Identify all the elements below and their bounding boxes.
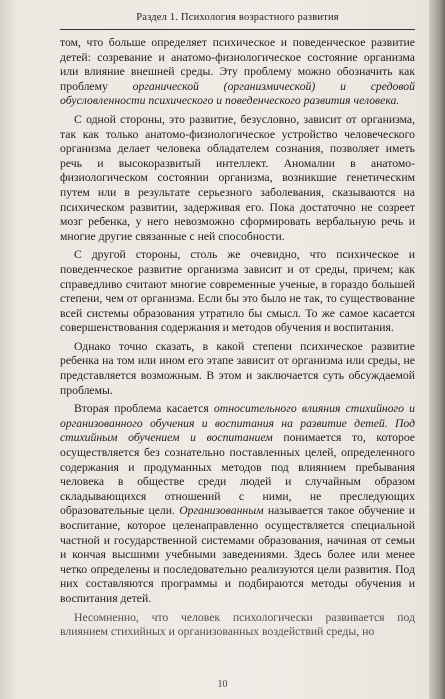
page-number: 10 [217, 679, 228, 690]
paragraph-2 [60, 113, 415, 244]
text-run: называется такое обучение и воспитание, которое целенаправленно осуществляется специальной частной и государственной системами образования, начиная от семьи и кончая высшими учебными заведениями. Здесь более или менее четко определены и последовательно реализуются цели развития. Под них составляются программы и подбираются методы обучения и воспитания детей. [60, 504, 415, 605]
text-run: С одной стороны, это развитие, безусловно, зависит от организма, так как только анатомо-физиологическое устройство человеческого организма делает человека обладателем сознания, позволяет иметь речь и высокоразвитый интеллект. Аномалии в анатомо-физиологическом состоянии организма, возникшие генетическим путем или в результате серьезного заболевания, сказываются на психическом развитии, задерживая его. Пока достаточно не созреет мозг ребенка, у него невозможно сформировать вербальную речь и многие другие связанные с ней способности. [60, 112, 415, 243]
paragraph-6 [60, 611, 415, 640]
body-text [60, 36, 415, 640]
italic-run: органической (организмической) и средовой обусловленности психического и поведенческого развития человека. [60, 79, 415, 108]
running-header: Раздел 1. Психология возрастного развития [136, 12, 339, 23]
text-run: С другой стороны, столь же очевидно, что психическое и поведенческое развитие организма зависит и от среды, причем; как справедливо считают многие современные ученые, в гораздо большей степени, чем от организма. Если бы это было не так, то существование всей системы образования утратило бы смысл. То же самое касается совершенствования содержания и методов обучения и воспитания. [60, 248, 415, 335]
italic-run: относительного влияния стихийного и организованного обучения и воспитания на развитие детей. Под стихийным обучением и воспитанием [60, 402, 415, 445]
header-rule [60, 29, 415, 30]
paragraph-4 [60, 340, 415, 398]
text-run: понимается то, которое осуществляется без сознательно поставленных целей, определенного содержания и продуманных методов под влиянием пребывания человека в обществе среди людей и случайным образом складывающихся отношений с ними, не преследующих образовательные цели. [60, 431, 415, 518]
italic-run: Организованным [179, 504, 264, 518]
paragraph-5 [60, 402, 415, 606]
text-run: Несомненно, что человек психологически развивается под влиянием стихийных и организованных воздействий среды, но [60, 610, 415, 639]
text-run: том, что больше определяет психическое и поведенческое развитие детей: созревание и анатомо-физиологическое состояние организма или влияние внешней среды. Эту проблему можно обозначить как проблему [60, 36, 415, 93]
paragraph-1 [60, 36, 415, 109]
text-run: Однако точно сказать, в какой степени психическое развитие ребенка на том или ином его этапе зависит от организма или среды, не представляется возможным. В этом и заключается суть обсуждаемой проблемы. [60, 339, 415, 397]
book-spine-shadow [429, 0, 445, 699]
text-run: Вторая проблема касается [74, 402, 214, 416]
paragraph-3 [60, 248, 415, 336]
